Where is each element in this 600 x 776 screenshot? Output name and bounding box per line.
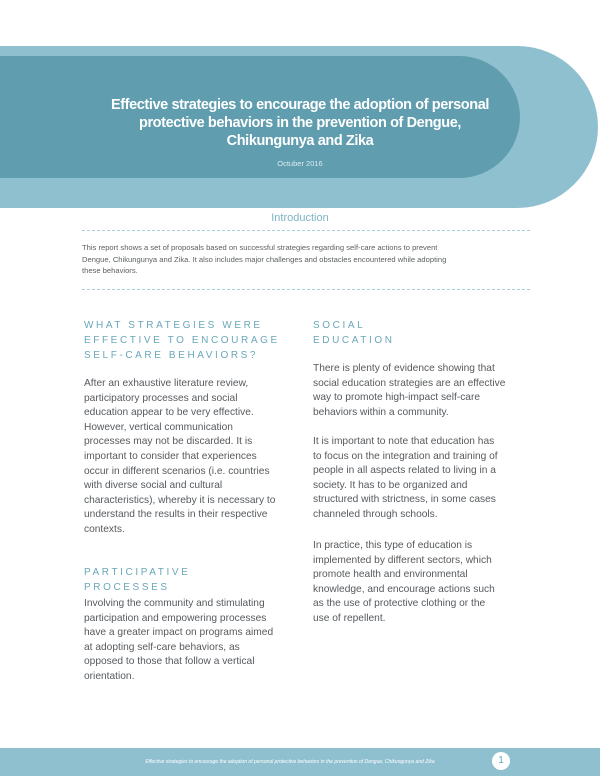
- heading-line: PARTICIPATIVE: [84, 567, 191, 578]
- footer-text: Effective strategies to encourage the adoption of personal protective behaviors in the prevention of Dengue, Chikungunya and Zika: [145, 759, 435, 765]
- text-line: In practice, this type of education is: [313, 540, 473, 551]
- heading-line: EFFECTIVE TO ENCOURAGE: [84, 335, 280, 346]
- title-line: Effective strategies to encourage the adoption of personal: [110, 97, 490, 113]
- heading-line: SOCIAL: [313, 320, 366, 331]
- text-line: education appear to be very effective.: [84, 407, 254, 419]
- heading-line: PROCESSES: [84, 582, 170, 593]
- text-line: have a greater impact on programs aimed: [84, 627, 274, 639]
- text-line: social education strategies are an effective: [313, 377, 506, 389]
- text-line: use of repellent.: [313, 612, 386, 624]
- text-line: processes may not be discarded. It is: [84, 436, 253, 448]
- introduction-heading: Introduction: [271, 212, 329, 224]
- text-line: However, vertical communication: [84, 421, 233, 433]
- introduction-text: [82, 242, 528, 277]
- text-line: to focus on the integration and training of: [313, 450, 498, 462]
- divider-bottom: [82, 289, 530, 290]
- heading-line: WHAT STRATEGIES WERE: [84, 320, 263, 331]
- text-line: Involving the community and stimulating: [84, 598, 265, 609]
- text-line: understand the results in their respective: [84, 509, 268, 521]
- heading-line: SELF-CARE BEHAVIORS?: [84, 350, 259, 361]
- text-line: There is plenty of evidence showing that: [313, 363, 495, 374]
- text-line: participatory processes and social: [84, 392, 238, 404]
- text-line: This report shows a set of proposals based on successful strategies regarding self-care actions to prevent: [82, 243, 438, 252]
- text-line: It is important to note that education has: [313, 436, 495, 447]
- text-line: implemented by different sectors, which: [313, 554, 492, 566]
- text-line: characteristics), whereby it is necessary to: [84, 494, 276, 506]
- text-line: structured with strictness, in some cases: [313, 494, 496, 506]
- text-line: people in all aspects related to living in a: [313, 465, 496, 477]
- text-line: as the use of protective clothing or the: [313, 598, 486, 610]
- text-line: behaviors within a community.: [313, 406, 449, 418]
- text-line: these behaviors.: [82, 266, 138, 275]
- text-line: channeled through schools.: [313, 508, 438, 520]
- text-line: promote health and environmental: [313, 569, 468, 581]
- text-line: knowledge, and encourage actions such: [313, 583, 495, 595]
- text-line: with diverse social and cultural: [84, 480, 223, 492]
- section-text-participative: [84, 597, 304, 685]
- document-title: [70, 96, 530, 150]
- text-line: occur in different scenarios (i.e. countries: [84, 465, 270, 477]
- document-date: Octuber 2016: [277, 159, 323, 168]
- text-line: important to consider that experiences: [84, 450, 257, 462]
- heading-line: EDUCATION: [313, 335, 395, 346]
- text-line: orientation.: [84, 670, 135, 682]
- text-line: Dengue, Chikungunya and Zika. It also includes major challenges and obstacles encountered while adopting: [82, 254, 447, 264]
- text-line: contexts.: [84, 523, 125, 535]
- title-line: protective behaviors in the prevention of Dengue,: [138, 115, 461, 131]
- text-line: way to promote high-impact self-care: [313, 392, 481, 404]
- section-heading-social-education: [313, 318, 533, 348]
- text-line: society. It has to be organized and: [313, 479, 468, 491]
- text-line: participation and empowering processes: [84, 612, 267, 624]
- section-heading-strategies: [84, 318, 304, 363]
- social-education-paragraph-3: [313, 539, 535, 627]
- text-line: After an exhaustive literature review,: [84, 378, 249, 389]
- page-number: 1: [492, 752, 510, 770]
- social-education-paragraph-2: [313, 435, 535, 523]
- section-heading-participative: [84, 565, 304, 595]
- title-line: Chikungunya and Zika: [226, 133, 374, 149]
- social-education-paragraph-1: [313, 362, 535, 420]
- text-line: opposed to those that follow a vertical: [84, 656, 255, 668]
- text-line: at adopting self-care behaviors, as: [84, 641, 240, 653]
- divider-top: [82, 230, 530, 231]
- section-text-strategies: [84, 377, 304, 538]
